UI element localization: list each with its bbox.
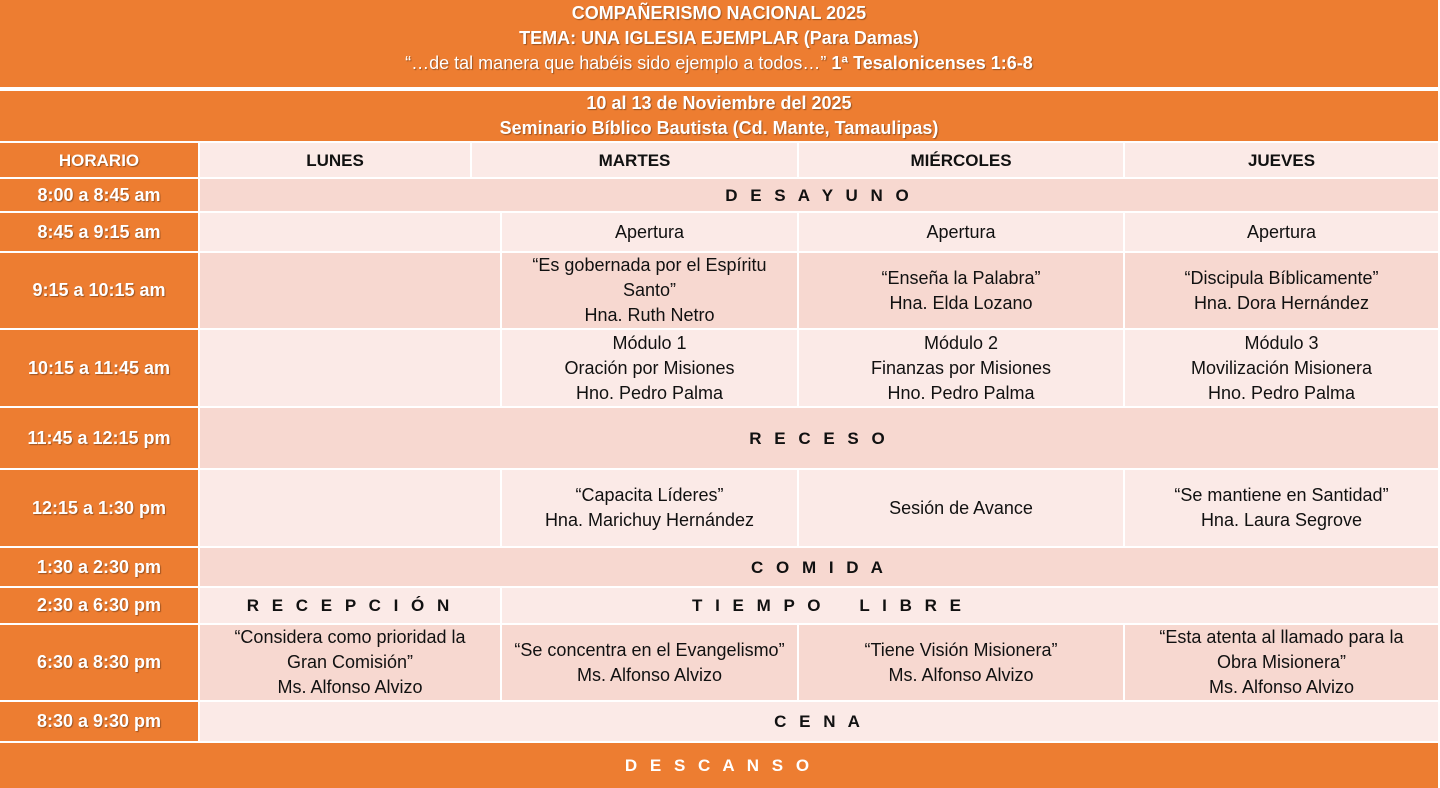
module-miercoles bbox=[799, 330, 1123, 406]
time-slot: 11:45 a 12:15 pm bbox=[0, 408, 198, 468]
event-dates: 10 al 13 de Noviembre del 2025 bbox=[586, 93, 852, 113]
devotional-miercoles bbox=[799, 253, 1123, 328]
session-speaker: Hna. Marichuy Hernández bbox=[544, 510, 755, 530]
time-slot: 2:30 a 6:30 pm bbox=[0, 588, 198, 623]
evening-martes bbox=[502, 625, 797, 700]
module-number: Módulo 3 bbox=[1244, 332, 1319, 353]
event-venue: Seminario Bíblico Bautista (Cd. Mante, Tamaulipas) bbox=[499, 118, 939, 138]
session-speaker: Ms. Alfonso Alvizo bbox=[888, 664, 1034, 685]
time-slot: 8:30 a 9:30 pm bbox=[0, 702, 198, 741]
title-banner bbox=[0, 0, 1438, 87]
devotional-jueves bbox=[1125, 253, 1438, 328]
session-speaker: Hna. Elda Lozano bbox=[889, 292, 1033, 313]
column-header-miercoles: MIÉRCOLES bbox=[799, 143, 1123, 177]
session-speaker: Hna. Dora Hernández bbox=[1193, 292, 1370, 313]
column-header-lunes: LUNES bbox=[200, 143, 470, 177]
session-speaker: Ms. Alfonso Alvizo bbox=[1208, 677, 1355, 697]
module-topic: Oración por Misiones bbox=[564, 357, 735, 378]
midday-miercoles bbox=[799, 470, 1123, 546]
session-title: “Discipula Bíblicamente” bbox=[1184, 267, 1379, 288]
opening-martes: Apertura bbox=[502, 213, 797, 251]
event-title: COMPAÑERISMO NACIONAL 2025 bbox=[571, 3, 867, 23]
session-title: “Es gobernada por el Espíritu Santo” bbox=[532, 255, 767, 300]
rest-footer: D E S C A N S O bbox=[0, 743, 1438, 788]
session-title-line1: “Esta atenta al llamado para la bbox=[1159, 627, 1404, 647]
time-slot: 8:45 a 9:15 am bbox=[0, 213, 198, 251]
evening-miercoles bbox=[799, 625, 1123, 700]
free-time-label: T I E M P O L I B R E bbox=[692, 596, 965, 615]
column-header-jueves: JUEVES bbox=[1125, 143, 1438, 177]
time-slot: 10:15 a 11:45 am bbox=[0, 330, 198, 406]
event-verse bbox=[0, 51, 1438, 76]
time-slot: 8:00 a 8:45 am bbox=[0, 179, 198, 211]
recess-span: R E C E S O bbox=[200, 408, 1438, 468]
empty-cell-lunes bbox=[200, 213, 500, 251]
session-title: “Capacita Líderes” bbox=[575, 485, 724, 505]
module-topic: Movilización Misionera bbox=[1190, 357, 1373, 378]
opening-miercoles: Apertura bbox=[799, 213, 1123, 251]
session-speaker: Hna. Ruth Netro bbox=[584, 305, 715, 325]
opening-jueves: Apertura bbox=[1125, 213, 1438, 251]
module-number: Módulo 2 bbox=[923, 332, 999, 353]
midday-jueves bbox=[1125, 470, 1438, 546]
reception-lunes: R E C E P C I Ó N bbox=[200, 588, 500, 623]
module-speaker: Hno. Pedro Palma bbox=[575, 382, 724, 403]
session-speaker: Ms. Alfonso Alvizo bbox=[277, 677, 423, 697]
empty-cell-lunes bbox=[200, 330, 500, 406]
session-speaker: Hna. Laura Segrove bbox=[1200, 510, 1363, 530]
evening-jueves bbox=[1125, 625, 1438, 700]
verse-quote: “…de tal manera que habéis sido ejemplo a todos…” bbox=[405, 53, 827, 73]
devotional-martes bbox=[502, 253, 797, 328]
verse-reference: 1ª Tesalonicenses 1:6-8 bbox=[826, 53, 1033, 73]
module-number: Módulo 1 bbox=[612, 332, 687, 353]
free-time-span bbox=[502, 588, 1438, 623]
module-speaker: Hno. Pedro Palma bbox=[1207, 382, 1356, 403]
session-speaker: Ms. Alfonso Alvizo bbox=[576, 664, 723, 685]
module-jueves bbox=[1125, 330, 1438, 406]
session-title-line1: “Considera como prioridad la bbox=[234, 627, 466, 647]
module-martes bbox=[502, 330, 797, 406]
empty-cell-lunes bbox=[200, 253, 500, 328]
session-title: “Se mantiene en Santidad” bbox=[1174, 485, 1389, 505]
midday-martes bbox=[502, 470, 797, 546]
module-topic: Finanzas por Misiones bbox=[870, 357, 1052, 378]
event-theme: TEMA: UNA IGLESIA EJEMPLAR (Para Damas) bbox=[519, 28, 919, 48]
column-header-martes: MARTES bbox=[472, 143, 797, 177]
session-title: “Enseña la Palabra” bbox=[881, 267, 1041, 288]
time-slot: 12:15 a 1:30 pm bbox=[0, 470, 198, 546]
evening-lunes bbox=[200, 625, 500, 700]
module-speaker: Hno. Pedro Palma bbox=[887, 382, 1035, 403]
session-title: Sesión de Avance bbox=[889, 497, 1033, 518]
lunch-span: C O M I D A bbox=[200, 548, 1438, 586]
date-venue-banner bbox=[0, 91, 1438, 141]
column-header-horario: HORARIO bbox=[0, 143, 198, 177]
session-title-line2: Obra Misionera” bbox=[1216, 652, 1347, 672]
session-title-line2: Gran Comisión” bbox=[286, 652, 414, 672]
time-slot: 1:30 a 2:30 pm bbox=[0, 548, 198, 586]
time-slot: 6:30 a 8:30 pm bbox=[0, 625, 198, 700]
dinner-span: C E N A bbox=[200, 702, 1438, 741]
empty-cell-lunes bbox=[200, 470, 500, 546]
session-title: “Se concentra en el Evangelismo” bbox=[514, 639, 785, 660]
time-slot: 9:15 a 10:15 am bbox=[0, 253, 198, 328]
session-title: “Tiene Visión Misionera” bbox=[864, 639, 1058, 660]
breakfast-span: D E S A Y U N O bbox=[200, 179, 1438, 211]
